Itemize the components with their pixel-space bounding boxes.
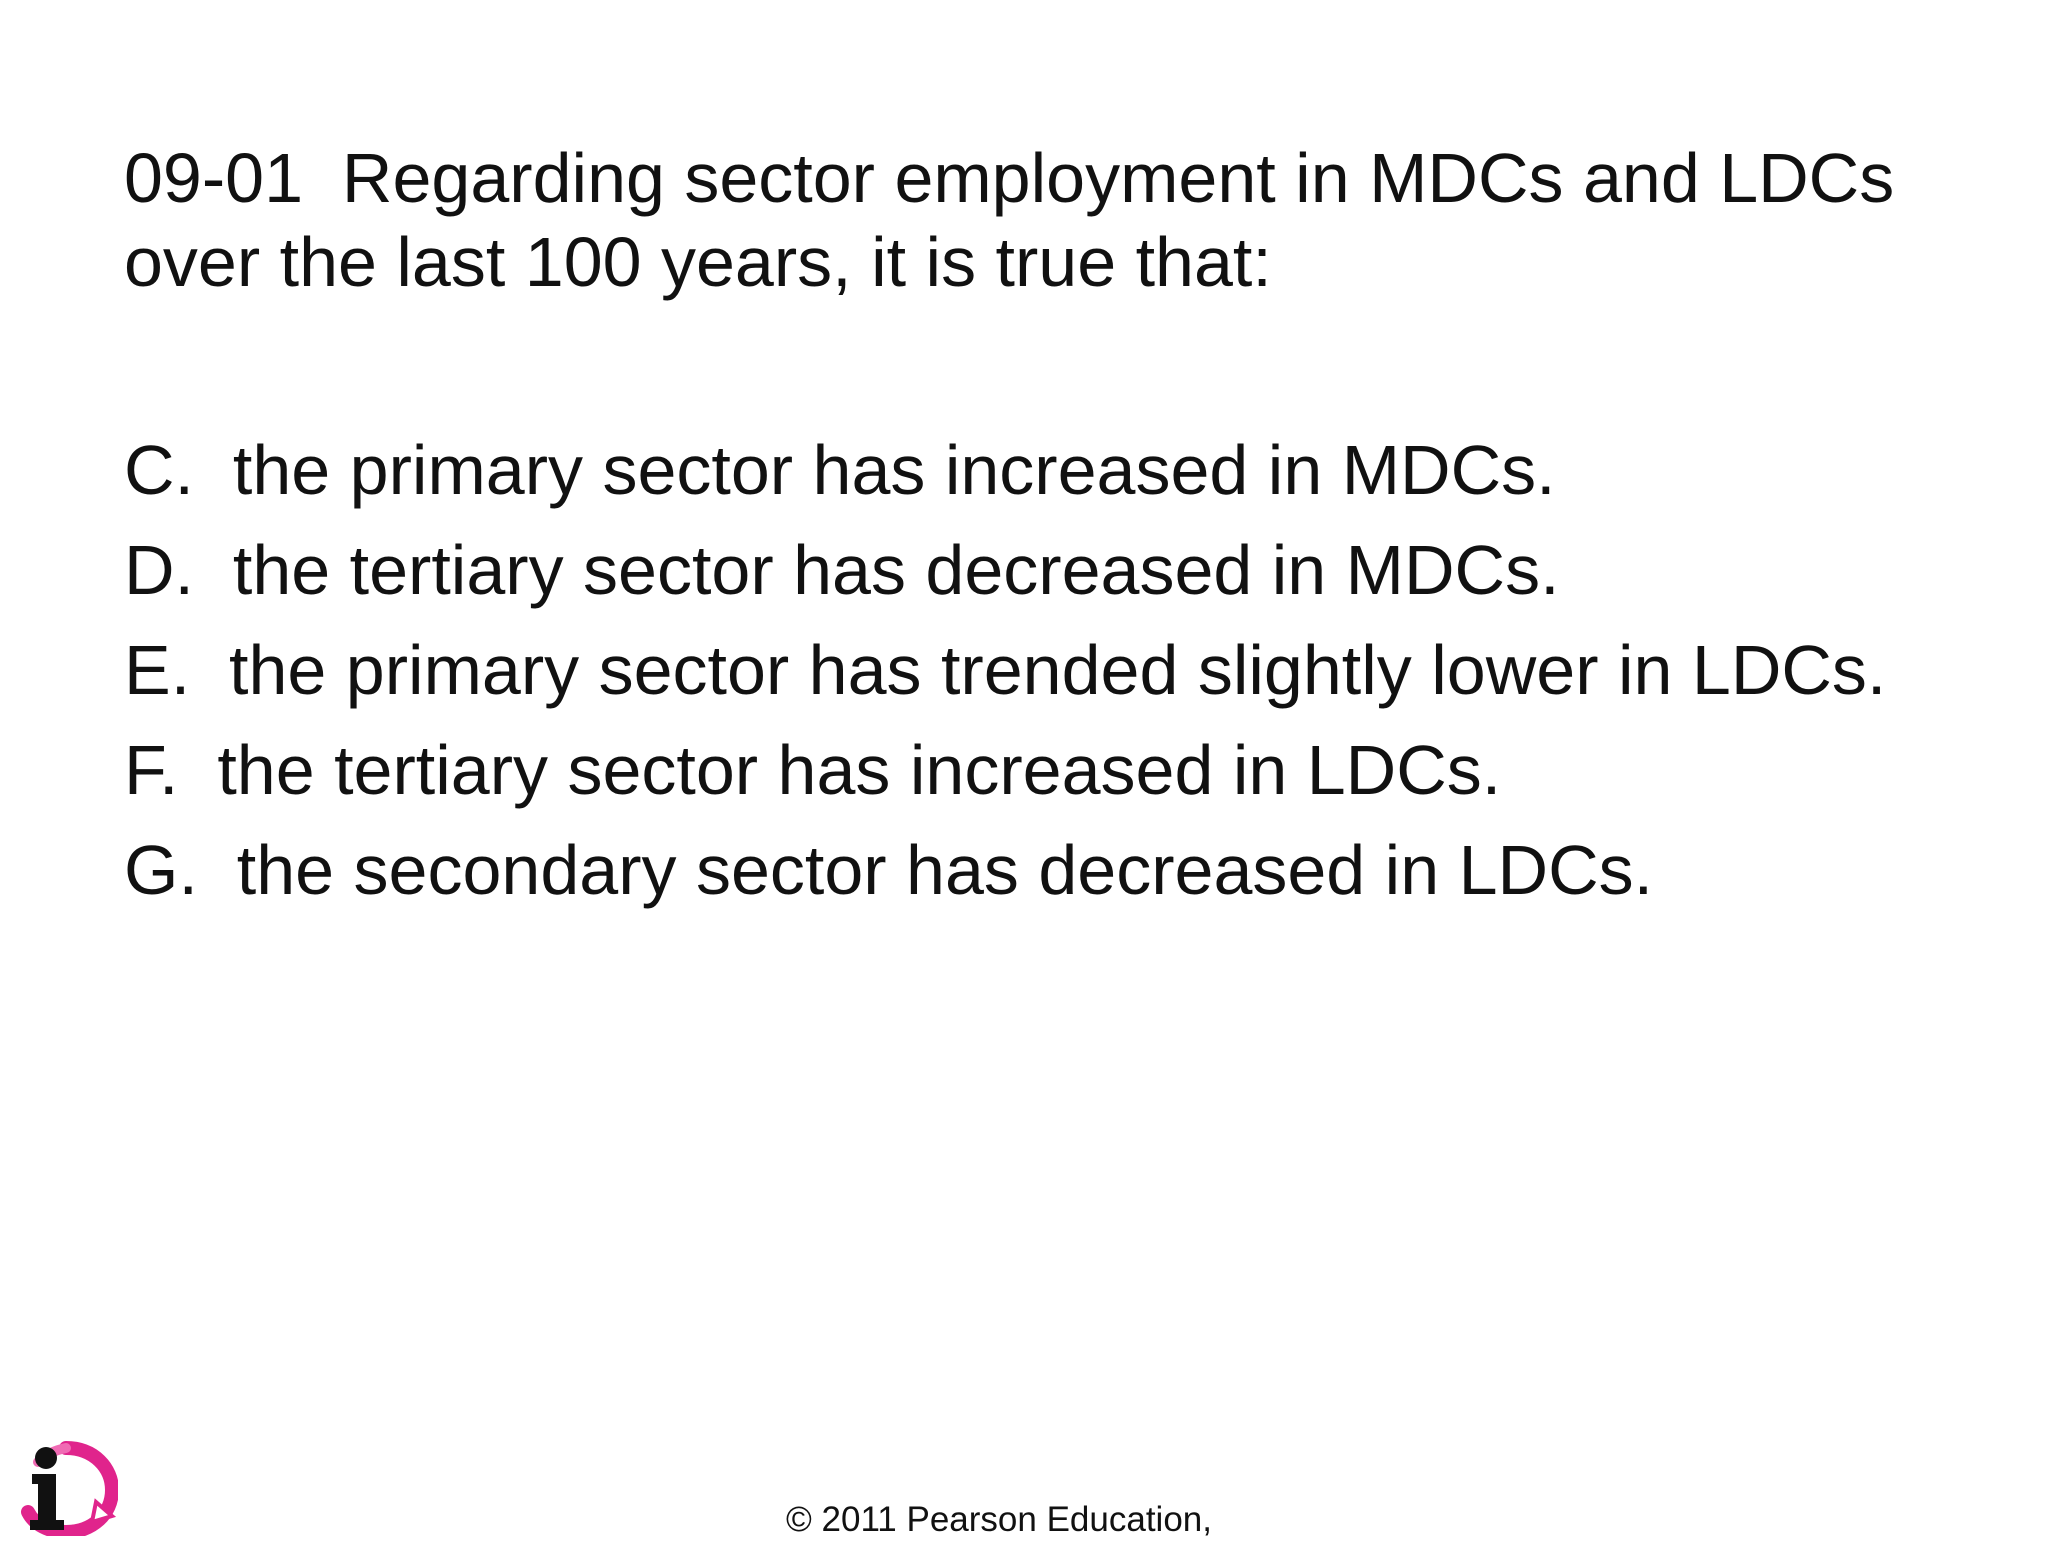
answer-choice-d: D. the tertiary sector has decreased in MDCs. xyxy=(124,531,1560,609)
answer-choice-g: G. the secondary sector has decreased in LDCs. xyxy=(124,831,1654,909)
question-text xyxy=(124,136,1924,304)
answer-choices xyxy=(124,420,2004,920)
clicker-info-icon xyxy=(8,1440,118,1536)
answer-choice-c: C. the primary sector has increased in MDCs. xyxy=(124,431,1556,509)
answer-choice-e: E. the primary sector has trended slightly lower in LDCs. xyxy=(124,631,1887,709)
copyright-notice: © 2011 Pearson Education, xyxy=(786,1500,1212,1539)
answer-choice-f: F. the tertiary sector has increased in LDCs. xyxy=(124,731,1502,809)
question-line-1: 09-01 Regarding sector employment in MDCs and LDCs xyxy=(124,139,1895,217)
question-line-2: over the last 100 years, it is true that: xyxy=(124,223,1272,301)
